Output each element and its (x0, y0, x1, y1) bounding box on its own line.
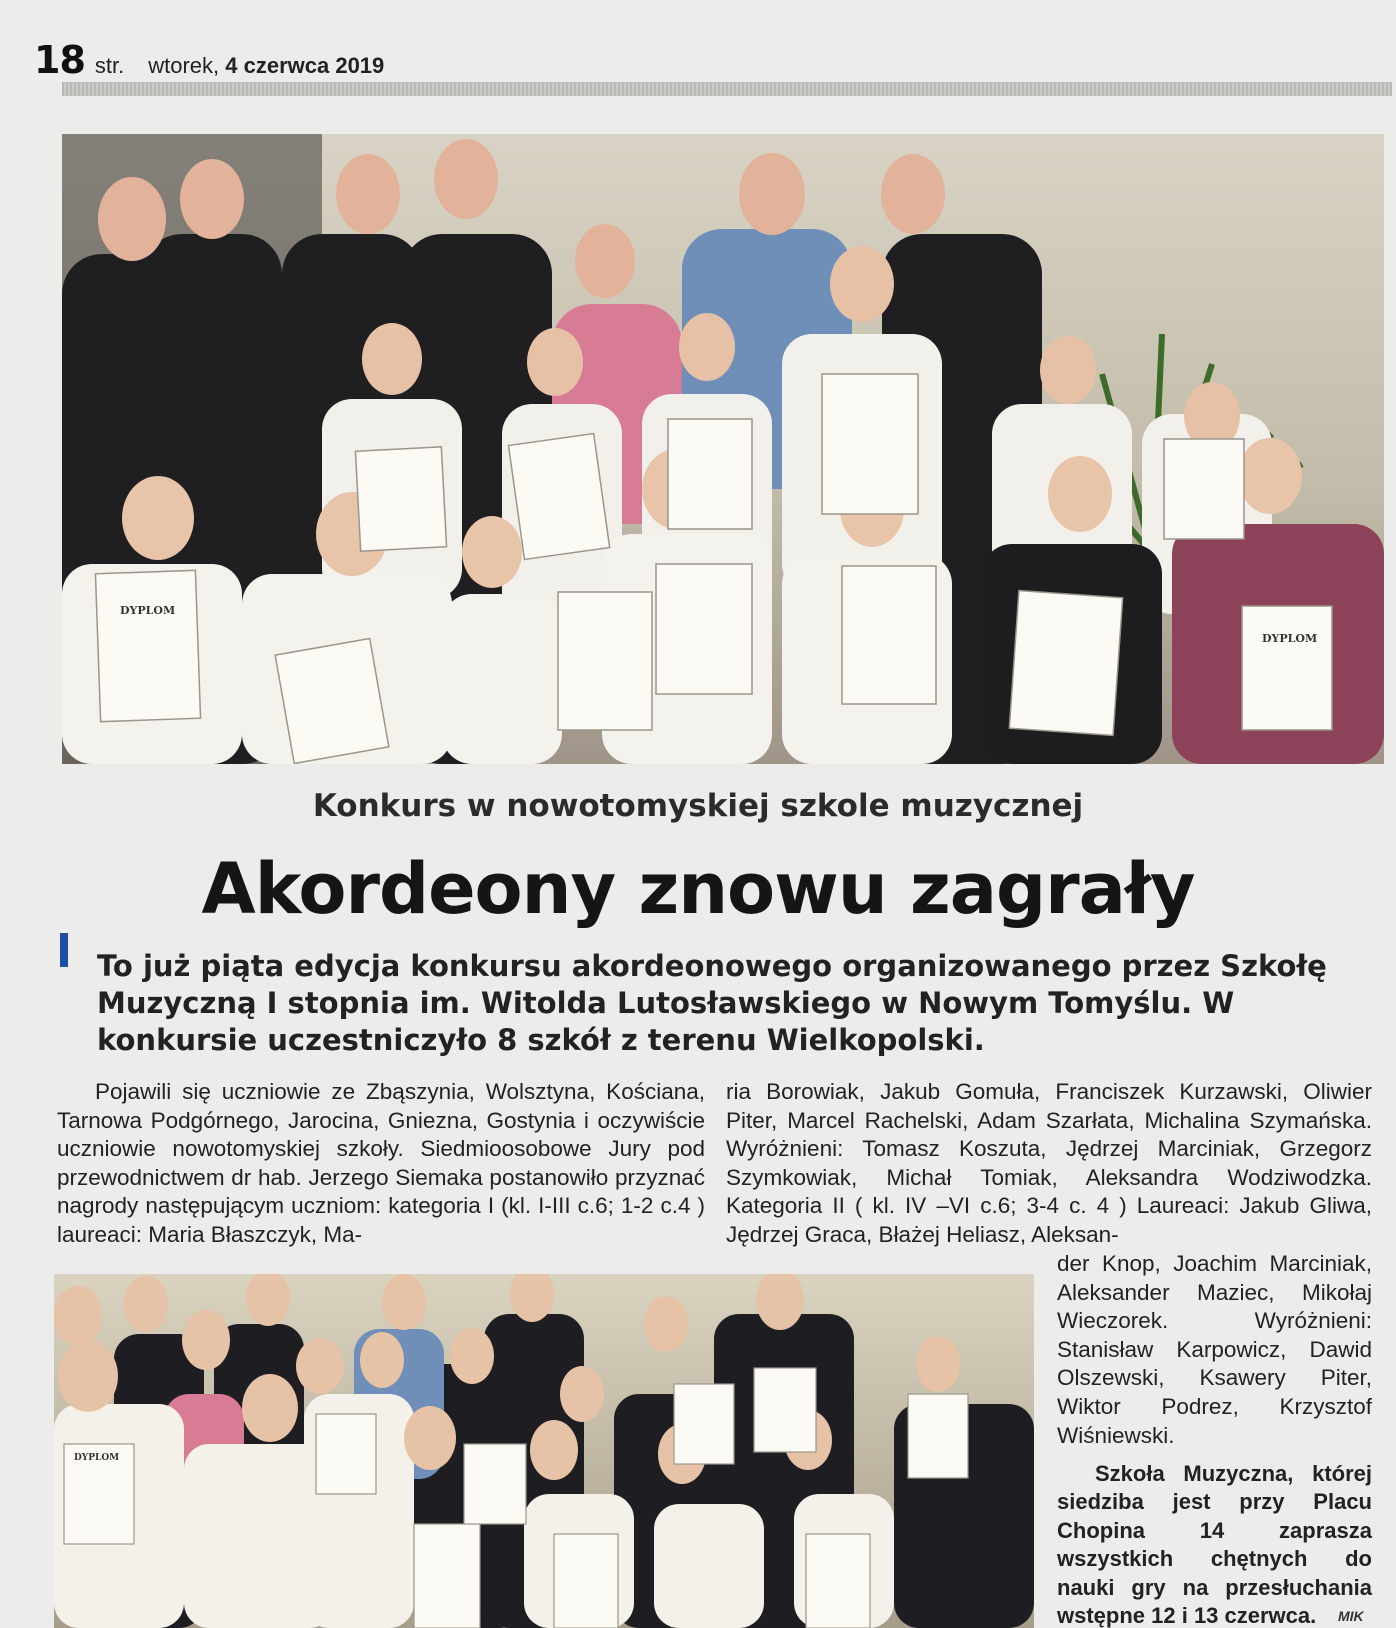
svg-text:DYPLOM: DYPLOM (1262, 632, 1318, 645)
body-column-2: ria Borowiak, Jakub Gomuła, Franciszek Kurzawski, Oliwier Piter, Marcel Rachelski, Adam Szarłata, Michalina Szymańska. Wyróżnieni: Tomasz Koszuta, Jędrzej Marciniak, Grzegorz Szymkowiak, Michał Tomiak, Aleksandra Wodziwodzka. Kategoria II ( kl. IV –VI c.6; 3-4 c. 4 ) Laureaci: Jakub Gliwa, Jędrzej Graca, Błażej Heliasz, Aleksan- (726, 1079, 1372, 1247)
body-column-3-bold: Szkoła Muzyczna, której siedziba jest przy Placu Chopina 14 zaprasza wszystkich chętnych do nauki gry na przesłuchania wstępne 12 i 13 czerwca. (1057, 1461, 1372, 1628)
top-group-photo (62, 134, 1384, 764)
page-number: 18 (34, 38, 85, 82)
issue-date (148, 53, 384, 79)
body-column-1: Pojawili się uczniowie ze Zbąszynia, Wolsztyna, Kościana, Tarnowa Podgórnego, Jarocina, Gniezna, Gostynia i oczywiście uczniowie nowotomyskiej szkoły. Siedmioosobowe Jury pod przewodnictwem dr hab. Jerzego Siemaka postanowiło przyznać nagrody następującym uczniom: kategoria I (kl. I-III c.6; 1-2 c.4 ) laureaci: Maria Błaszczyk, Ma- (57, 1079, 705, 1247)
header-rule (62, 82, 1392, 96)
issue-date-value: 4 czerwca 2019 (225, 53, 385, 78)
diploma-label-bottom: DYPLOM (74, 1453, 120, 1463)
bottom-group-photo (54, 1274, 1034, 1628)
page-number-suffix: str. (94, 53, 125, 78)
article-lead: To już piąta edycja konkursu akordeonowego organizowanego przez Szkołę Muzyczną I stopnia im. Witolda Lutosławskiego w Nowym Tomyślu. W konkursie uczestniczyło 8 szkół z terenu Wielkopolski. (97, 949, 1327, 1057)
author-signature: MIK (1338, 1608, 1364, 1624)
issue-date-prefix: wtorek, (148, 53, 226, 78)
page-header (34, 38, 385, 82)
article-headline: Akordeony znowu zagrały (201, 848, 1195, 930)
diploma-label-top: DYPLOM (120, 604, 176, 617)
lead-accent-bar (60, 933, 68, 967)
body-column-3: der Knop, Joachim Marciniak, Aleksander Maziec, Mikołaj Wieczorek. Wyróżnieni: Stanisław Karpowicz, Dawid Olszewski, Ksawery Piter, Wiktor Podrez, Krzysztof Wiśniewski. (1057, 1251, 1372, 1448)
article-kicker: Konkurs w nowotomyskiej szkole muzycznej (312, 788, 1084, 824)
